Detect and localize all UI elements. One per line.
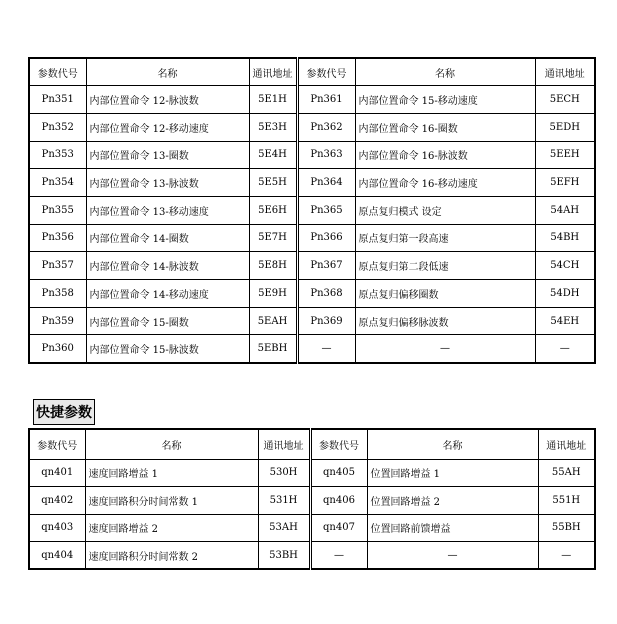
param-name: 内部位置命令 14-移动速度 <box>86 280 249 308</box>
header-code: 参数代号 <box>29 429 85 459</box>
section-title: 快捷参数 <box>33 399 95 425</box>
param-code: Pn351 <box>29 86 86 114</box>
param-code: Pn355 <box>29 196 86 224</box>
table-row <box>29 514 595 542</box>
param-name: 内部位置命令 13-脉波数 <box>86 169 249 197</box>
param-address: 5ECH <box>535 86 595 114</box>
table-row <box>29 280 595 308</box>
table-row <box>29 252 595 280</box>
param-address: 5E7H <box>249 224 297 252</box>
param-name: 内部位置命令 13-移动速度 <box>86 196 249 224</box>
param-address: 53AH <box>258 514 310 542</box>
param-code: Pn357 <box>29 252 86 280</box>
param-code: Pn353 <box>29 141 86 169</box>
parameter-table-pn <box>28 57 596 364</box>
param-name: 位置回路增益 2 <box>367 487 538 515</box>
param-name: — <box>355 335 535 363</box>
header-code: 参数代号 <box>310 429 367 459</box>
param-code: qn402 <box>29 487 85 515</box>
param-code: Pn364 <box>297 169 355 197</box>
param-code: Pn369 <box>297 307 355 335</box>
param-address: 531H <box>258 487 310 515</box>
header-address: 通讯地址 <box>538 429 595 459</box>
param-name: 速度回路积分时间常数 2 <box>85 542 258 570</box>
header-address: 通讯地址 <box>535 58 595 86</box>
table-row <box>29 459 595 487</box>
header-name: 名称 <box>86 58 249 86</box>
param-address: 5EAH <box>249 307 297 335</box>
header-address: 通讯地址 <box>258 429 310 459</box>
param-code: Pn358 <box>29 280 86 308</box>
param-address: 54DH <box>535 280 595 308</box>
param-name: 内部位置命令 14-圈数 <box>86 224 249 252</box>
table-row <box>29 113 595 141</box>
table-row <box>29 224 595 252</box>
param-code: qn401 <box>29 459 85 487</box>
param-name: 内部位置命令 15-脉波数 <box>86 335 249 363</box>
table-row <box>29 335 595 363</box>
param-name: 内部位置命令 16-移动速度 <box>355 169 535 197</box>
param-code: — <box>297 335 355 363</box>
param-name: 原点复归模式 设定 <box>355 196 535 224</box>
param-name: 内部位置命令 15-移动速度 <box>355 86 535 114</box>
table-header-row <box>29 429 595 459</box>
param-address: — <box>538 542 595 570</box>
header-name: 名称 <box>367 429 538 459</box>
param-address: 530H <box>258 459 310 487</box>
param-address: 5EEH <box>535 141 595 169</box>
table-row <box>29 542 595 570</box>
param-address: 5E1H <box>249 86 297 114</box>
header-name: 名称 <box>355 58 535 86</box>
header-address: 通讯地址 <box>249 58 297 86</box>
param-code: Pn360 <box>29 335 86 363</box>
param-name: 速度回路积分时间常数 1 <box>85 487 258 515</box>
param-code: Pn368 <box>297 280 355 308</box>
param-code: qn403 <box>29 514 85 542</box>
param-address: 5E5H <box>249 169 297 197</box>
param-code: qn404 <box>29 542 85 570</box>
table-row <box>29 196 595 224</box>
param-address: 53BH <box>258 542 310 570</box>
param-address: — <box>535 335 595 363</box>
param-code: — <box>310 542 367 570</box>
param-address: 5EDH <box>535 113 595 141</box>
table-row <box>29 307 595 335</box>
param-address: 5E8H <box>249 252 297 280</box>
param-code: Pn367 <box>297 252 355 280</box>
param-code: Pn354 <box>29 169 86 197</box>
table-row <box>29 487 595 515</box>
param-code: qn406 <box>310 487 367 515</box>
param-name: 原点复归偏移脉波数 <box>355 307 535 335</box>
param-name: 速度回路增益 2 <box>85 514 258 542</box>
param-code: Pn366 <box>297 224 355 252</box>
header-code: 参数代号 <box>29 58 86 86</box>
param-name: — <box>367 542 538 570</box>
param-code: qn405 <box>310 459 367 487</box>
param-address: 5E3H <box>249 113 297 141</box>
param-address: 5E6H <box>249 196 297 224</box>
table-row <box>29 141 595 169</box>
header-code: 参数代号 <box>297 58 355 86</box>
param-name: 位置回路前馈增益 <box>367 514 538 542</box>
param-name: 内部位置命令 12-脉波数 <box>86 86 249 114</box>
param-address: 55BH <box>538 514 595 542</box>
header-name: 名称 <box>85 429 258 459</box>
param-name: 内部位置命令 13-圈数 <box>86 141 249 169</box>
param-name: 原点复归第一段高速 <box>355 224 535 252</box>
table-row <box>29 169 595 197</box>
param-address: 54BH <box>535 224 595 252</box>
param-address: 551H <box>538 487 595 515</box>
param-name: 内部位置命令 15-圈数 <box>86 307 249 335</box>
param-code: Pn352 <box>29 113 86 141</box>
param-name: 内部位置命令 16-脉波数 <box>355 141 535 169</box>
param-name: 内部位置命令 16-圈数 <box>355 113 535 141</box>
param-address: 5EBH <box>249 335 297 363</box>
table-header-row <box>29 58 595 86</box>
param-address: 5E4H <box>249 141 297 169</box>
param-code: Pn362 <box>297 113 355 141</box>
param-code: Pn365 <box>297 196 355 224</box>
param-address: 5EFH <box>535 169 595 197</box>
param-address: 54EH <box>535 307 595 335</box>
param-code: qn407 <box>310 514 367 542</box>
param-code: Pn361 <box>297 86 355 114</box>
param-name: 速度回路增益 1 <box>85 459 258 487</box>
param-address: 54AH <box>535 196 595 224</box>
param-name: 内部位置命令 14-脉波数 <box>86 252 249 280</box>
param-name: 原点复归第二段低速 <box>355 252 535 280</box>
param-address: 5E9H <box>249 280 297 308</box>
param-code: Pn359 <box>29 307 86 335</box>
table-row <box>29 86 595 114</box>
param-address: 55AH <box>538 459 595 487</box>
parameter-table-qn <box>28 428 596 570</box>
param-code: Pn356 <box>29 224 86 252</box>
param-address: 54CH <box>535 252 595 280</box>
param-name: 原点复归偏移圈数 <box>355 280 535 308</box>
param-name: 位置回路增益 1 <box>367 459 538 487</box>
param-name: 内部位置命令 12-移动速度 <box>86 113 249 141</box>
param-code: Pn363 <box>297 141 355 169</box>
